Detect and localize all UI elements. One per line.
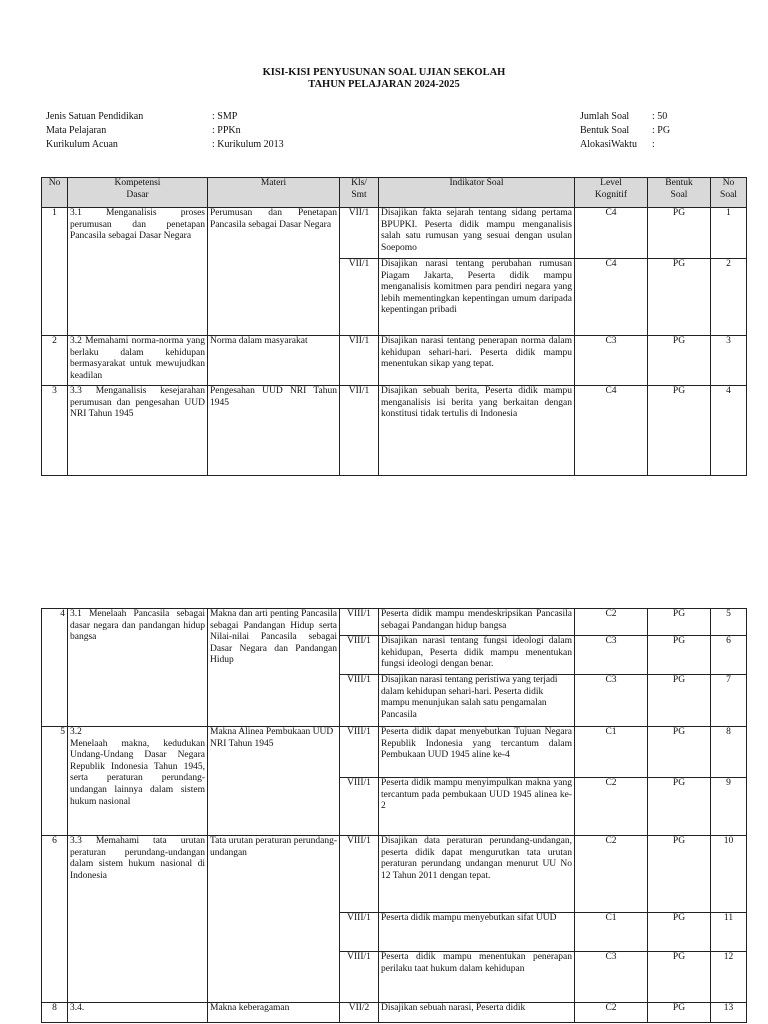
meta-label: Jumlah Soal [580, 111, 630, 122]
no-soal-cell: 10 [711, 836, 747, 913]
level-cell: C1 [575, 727, 648, 778]
bentuk-cell: PG [648, 952, 711, 1003]
kompetensi-dasar-cell: 3.4. [68, 1003, 208, 1023]
table-row [42, 609, 747, 636]
bentuk-cell: PG [648, 1003, 711, 1023]
level-cell: C2 [575, 609, 648, 636]
header-indikator: Indikator Soal [379, 178, 575, 208]
kls-cell: VIII/1 [340, 675, 379, 727]
meta-label: Mata Pelajaran [46, 125, 107, 136]
materi-cell: Makna keberagaman [208, 1003, 340, 1023]
bentuk-cell: PG [648, 636, 711, 675]
indikator-cell: Disajikan fakta sejarah tentang sidang pertama BPUPKI. Peserta didik mampu menganalisis salah satu rumusan yang sesuai dengan usulan Soepomo [379, 208, 575, 259]
kls-cell: VIII/1 [340, 952, 379, 1003]
row-number: 3 [42, 386, 68, 476]
no-soal-cell: 6 [711, 636, 747, 675]
meta-row-alokasi-waktu [580, 138, 670, 152]
no-soal-cell: 7 [711, 675, 747, 727]
bentuk-cell: PG [648, 336, 711, 386]
header-level-kognitif: Level Kognitif [575, 178, 648, 208]
indikator-cell: Peserta didik mampu menentukan penerapan perilaku taat hukum dalam kehidupan [379, 952, 575, 1003]
materi-cell: Makna dan arti penting Pancasila sebagai Pandangan Hidup serta Nilai-nilai Pancasila sebagai Dasar Negara dan Pandangan Hidup [208, 609, 340, 727]
header-materi: Materi [208, 178, 340, 208]
table-row [42, 836, 747, 913]
kls-cell: VII/1 [340, 208, 379, 259]
meta-label: Jenis Satuan Pendidikan [46, 111, 144, 122]
level-cell: C4 [575, 208, 648, 259]
kompetensi-dasar-cell: 3.2 Memahami norma-norma yang berlaku dalam kehidupan bermasyarakat untuk mewujudkan keadilan [68, 336, 208, 386]
meta-right [580, 110, 670, 152]
materi-cell: Makna Alinea Pembukaan UUD NRI Tahun 1945 [208, 727, 340, 836]
bentuk-cell: PG [648, 609, 711, 636]
meta-label: AlokasiWaktu [580, 139, 637, 150]
materi-cell: Perumusan dan Penetapan Pancasila sebagai Dasar Negara [208, 208, 340, 336]
no-soal-cell: 1 [711, 208, 747, 259]
indikator-cell: Disajikan narasi tentang perubahan rumusan Piagam Jakarta, Peserta didik mampu menganalisis komitmen para pendiri negara yang lebih mementingkan kepentingan umum daripada kepentingan pribadi [379, 259, 575, 336]
indikator-cell: Disajikan narasi tentang penerapan norma dalam kehidupan sehari-hari. Peserta didik mampu menentukan sikap yang tepat. [379, 336, 575, 386]
header-no-soal: No Soal [711, 178, 747, 208]
indikator-cell: Peserta didik mampu menyebutkan sifat UUD [379, 913, 575, 952]
no-soal-cell: 5 [711, 609, 747, 636]
bentuk-cell: PG [648, 259, 711, 336]
bentuk-cell: PG [648, 913, 711, 952]
kisi-kisi-table-2 [41, 608, 747, 1023]
indikator-cell: Disajikan sebuah berita, Peserta didik mampu menganalisis isi berita yang berkaitan dengan konstitusi tidak tertulis di Indonesia [379, 386, 575, 476]
meta-value: : [652, 139, 655, 150]
indikator-cell: Peserta didik mampu menyimpulkan makna yang tercantum pada pembukaan UUD 1945 alinea ke-2 [379, 778, 575, 836]
table-row [42, 336, 747, 386]
row-number: 1 [42, 208, 68, 336]
no-soal-cell: 3 [711, 336, 747, 386]
row-number: 8 [42, 1003, 68, 1023]
kompetensi-dasar-cell: 3.1 Menelaah Pancasila sebagai dasar negara dan pandangan hidup bangsa [68, 609, 208, 727]
header-bentuk-soal: Bentuk Soal [648, 178, 711, 208]
table-row [42, 727, 747, 778]
kls-cell: VII/1 [340, 259, 379, 336]
level-cell: C2 [575, 1003, 648, 1023]
header-kompetensi-dasar: Kompetensi Dasar [68, 178, 208, 208]
kompetensi-dasar-cell: 3.1 Menganalisis proses perumusan dan penetapan Pancasila sebagai Dasar Negara [68, 208, 208, 336]
kls-cell: VIII/1 [340, 778, 379, 836]
table-row [42, 208, 747, 259]
kls-cell: VII/1 [340, 386, 379, 476]
header-kls-smt: Kls/ Smt [340, 178, 379, 208]
indikator-cell: Peserta didik dapat menyebutkan Tujuan Negara Republik Indonesia yang tercantum dalam Pembukaan UUD 1945 aline ke-4 [379, 727, 575, 778]
indikator-cell: Disajikan narasi tentang fungsi ideologi dalam kehidupan, Peserta didik mampu menentukan fungsi ideologi dengan benar. [379, 636, 575, 675]
kls-cell: VII/2 [340, 1003, 379, 1023]
meta-value: : PG [652, 125, 671, 136]
level-cell: C1 [575, 913, 648, 952]
kompetensi-dasar-cell [68, 727, 208, 836]
kls-cell: VIII/1 [340, 609, 379, 636]
meta-value: : SMP [212, 111, 238, 122]
kompetensi-dasar-cell: 3.3 Menganalisis kesejarahan perumusan dan pengesahan UUD NRI Tahun 1945 [68, 386, 208, 476]
materi-cell: Tata urutan peraturan perundang-undangan [208, 836, 340, 1003]
indikator-cell: Disajikan sebuah narasi, Peserta didik [379, 1003, 575, 1023]
bentuk-cell: PG [648, 675, 711, 727]
no-soal-cell: 11 [711, 913, 747, 952]
bentuk-cell: PG [648, 836, 711, 913]
table-row [42, 386, 747, 476]
kls-cell: VIII/1 [340, 836, 379, 913]
no-soal-cell: 2 [711, 259, 747, 336]
kls-cell: VII/1 [340, 336, 379, 386]
bentuk-cell: PG [648, 727, 711, 778]
document-title-line2: TAHUN PELAJARAN 2024-2025 [308, 79, 460, 90]
no-soal-cell: 9 [711, 778, 747, 836]
level-cell: C3 [575, 636, 648, 675]
materi-cell: Pengesahan UUD NRI Tahun 1945 [208, 386, 340, 476]
level-cell: C4 [575, 259, 648, 336]
row-number: 2 [42, 336, 68, 386]
no-soal-cell: 12 [711, 952, 747, 1003]
level-cell: C2 [575, 836, 648, 913]
no-soal-cell: 8 [711, 727, 747, 778]
meta-label: Bentuk Soal [580, 125, 630, 136]
level-cell: C3 [575, 952, 648, 1003]
kd-number: 3.2 [70, 727, 82, 737]
table-row [42, 1003, 747, 1023]
meta-row-jenis-satuan [46, 110, 284, 124]
row-number: 6 [42, 836, 68, 1003]
meta-value: : 50 [652, 111, 668, 122]
header-no: No [42, 178, 68, 208]
level-cell: C3 [575, 675, 648, 727]
indikator-cell: Disajikan data peraturan perundang-undangan, peserta didik dapat mengurutkan tata urutan peraturan perundang undangan menurut UU No 12 Tahun 2011 dengan tepat. [379, 836, 575, 913]
bentuk-cell: PG [648, 386, 711, 476]
meta-value: : PPKn [212, 125, 241, 136]
meta-row-bentuk-soal [580, 124, 670, 138]
no-soal-cell: 4 [711, 386, 747, 476]
kd-text: Menelaah makna, kedudukan Undang-Undang Dasar Negara Republik Indonesia Tahun 1945, serta peraturan perundang-undangan lainnya dalam sistem hukum nasional [70, 738, 205, 807]
bentuk-cell: PG [648, 778, 711, 836]
meta-row-kurikulum [46, 138, 284, 152]
meta-value: : Kurikulum 2013 [212, 139, 284, 150]
kompetensi-dasar-cell: 3.3 Memahami tata urutan peraturan perundang-undangan dalam sistem hukum nasional di Indonesia [68, 836, 208, 1003]
meta-label: Kurikulum Acuan [46, 139, 118, 150]
level-cell: C2 [575, 778, 648, 836]
row-number: 5 [42, 727, 68, 836]
meta-row-jumlah-soal [580, 110, 670, 124]
table-header-row [42, 178, 747, 208]
indikator-cell: Disajikan narasi tentang peristiwa yang terjadi dalam kehidupan sehari-hari. Peserta didik mampu menunjukan salah satu pengamalan Pancasila [379, 675, 575, 727]
meta-left [46, 110, 284, 152]
level-cell: C4 [575, 386, 648, 476]
kls-cell: VIII/1 [340, 636, 379, 675]
row-number: 4 [42, 609, 68, 727]
document-title-line1: KISI-KISI PENYUSUNAN SOAL UJIAN SEKOLAH [262, 67, 506, 78]
level-cell: C3 [575, 336, 648, 386]
materi-cell: Norma dalam masyarakat [208, 336, 340, 386]
indikator-cell: Peserta didik mampu mendeskripsikan Pancasila sebagai Pandangan hidup bangsa [379, 609, 575, 636]
meta-row-mata-pelajaran [46, 124, 284, 138]
kls-cell: VIII/1 [340, 727, 379, 778]
kls-cell: VIII/1 [340, 913, 379, 952]
kisi-kisi-table-1 [41, 177, 747, 476]
no-soal-cell: 13 [711, 1003, 747, 1023]
bentuk-cell: PG [648, 208, 711, 259]
